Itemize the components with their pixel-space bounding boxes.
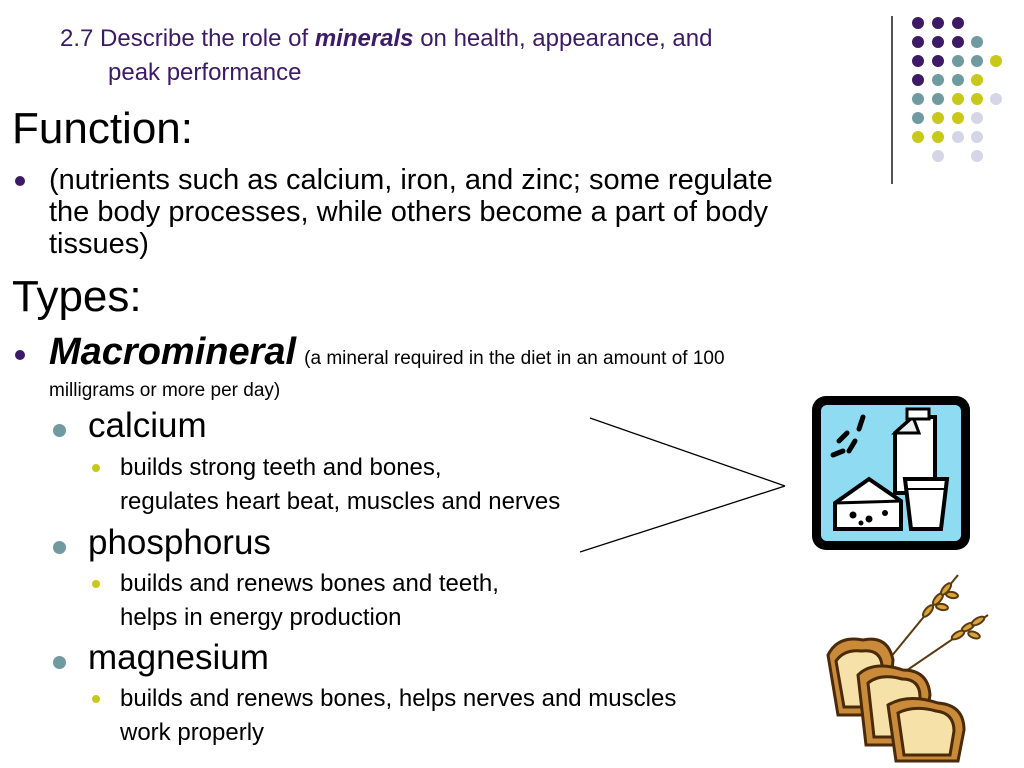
function-line1: (nutrients such as calcium, iron, and zinc; some regulate	[49, 164, 773, 196]
macro-def-line1: (a mineral required in the diet in an amount of 100	[304, 348, 725, 369]
title-emphasis: minerals	[314, 25, 414, 52]
magnesium-line1: builds and renews bones, helps nerves and muscles	[120, 685, 677, 712]
title-suffix: on health, appearance, and	[413, 25, 713, 52]
macro-def-line2: milligrams or more per day)	[49, 380, 281, 401]
mineral-phosphorus: phosphorus	[88, 523, 271, 562]
phosphorus-line2: helps in energy production	[120, 604, 402, 631]
calcium-line2: regulates heart beat, muscles and nerves	[120, 488, 561, 515]
calcium-line1: builds strong teeth and bones,	[120, 454, 442, 481]
function-heading: Function:	[12, 104, 193, 153]
title-prefix: 2.7 Describe the role of	[60, 25, 315, 52]
mineral-magnesium: magnesium	[88, 638, 269, 677]
dairy-clipart-icon	[809, 393, 973, 553]
types-heading: Types:	[12, 272, 142, 321]
function-line3: tissues)	[49, 228, 149, 260]
magnesium-line2: work properly	[120, 719, 265, 746]
phosphorus-line1: builds and renews bones and teeth,	[120, 570, 499, 597]
bread-wheat-clipart-icon	[818, 565, 1008, 765]
title-line2: peak performance	[108, 59, 302, 86]
mineral-calcium: calcium	[88, 406, 207, 445]
function-line2: the body processes, while others become a part of body	[49, 196, 768, 228]
macro-term: Macromineral	[49, 331, 297, 373]
